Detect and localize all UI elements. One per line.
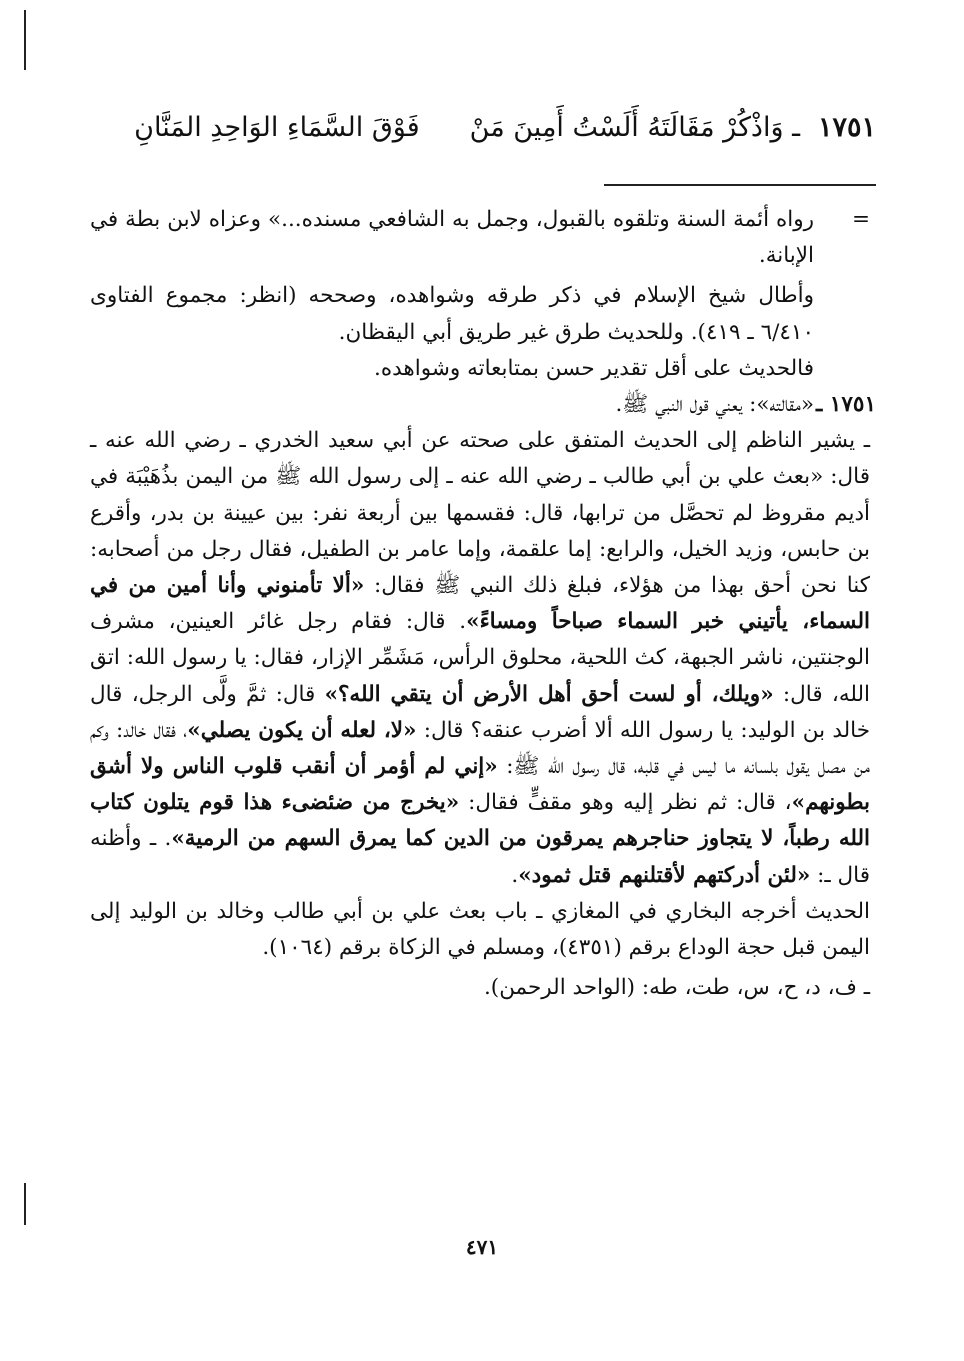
note-head-text: «مقالته»: يعني قول النبي ﷺ. <box>615 392 814 418</box>
variants-paragraph <box>90 970 876 1006</box>
margin-line-top <box>24 10 26 70</box>
paragraph-3: فالحديث على أقل تقدير حسن بمتابعاته وشواهده. <box>374 355 814 381</box>
variants-text: ـ ف، د، ح، س، طت، طه: (الواحد الرحمن). <box>483 975 870 1001</box>
hadith-text-6: . ـ وأظنه قال ـ: <box>90 826 870 888</box>
hadith-quote-1: «ألا تأمنوني وأنا أمين من في السماء، يأتيني خبر السماء صباحاً ومساءً» <box>90 573 870 635</box>
hadith-quote-3: «لا، لعله أن يكون يصلي» <box>187 717 417 743</box>
hadith-text-2: . قال: فقام رجل غائر العينين، مشرف الوجنتين، ناشر الجبهة، كث اللحية، محلوق الرأس، مَشَمِّر الإزار، فقال: يا رسول الله: اتق الله، قال: <box>90 609 870 707</box>
margin-line-bottom <box>24 1183 26 1225</box>
verse-line <box>85 108 876 148</box>
hadith-quote-2: «ويلك، أو لست أحق أهل الأرض أن يتقي الله؟» <box>324 681 774 707</box>
verse-hemistich-2: فَوْقَ السَّمَاءِ الوَاحِدِ المَنَّانِ <box>134 112 420 143</box>
hadith-text-1: ـ يشير الناظم إلى الحديث المتفق على صحته عن أبي سعيد الخدري ـ رضي الله عنه ـ قال: «بعث علي بن أبي طالب ـ رضي الله عنه ـ إلى رسول الله ﷺ من اليمن بذُهَيْبَة في أديم مقروظ لم تحصَّل من ترابها، قال: فقسمها بين أربعة نفر: بين عيينة بن بدر، وأقرع بن حابس، وزيد الخيل، والرابع: إما علقمة، وإما عامر بن الطفيل، فقال رجل من أصحابه: كنا نحن أحق بهذا من هؤلاء، فبلغ ذلك النبي ﷺ فقال: <box>90 428 871 599</box>
paragraph-2: وأطال شيخ الإسلام في ذكر طرقه وشواهده، وصححه (انظر: مجموع الفتاوى ٦/٤١٠ ـ ٤١٩). وللحديث طرق غير طريق أبي اليقظان. <box>90 283 814 345</box>
footnote-separator <box>604 184 876 186</box>
source-paragraph <box>90 894 876 966</box>
hadith-quote-6: «لئن أدركتهم لأقتلنهم قتل ثمود» <box>518 862 811 888</box>
continuation-marker: = <box>851 207 870 232</box>
page-number: ٤٧١ <box>465 1235 499 1259</box>
hadith-text-7: . <box>511 862 519 888</box>
paragraph-3-block <box>90 351 876 387</box>
verse-hemistich-1: ـ وَاذْكُرْ مَقَالَتَهُ أَلَسْتُ أَمِينَ مَنْ <box>469 112 800 143</box>
footnote-continuation <box>90 202 876 274</box>
verse-number: ١٧٥١ <box>817 112 876 143</box>
hadith-text-4: ، فقال خالد: وكم من مصل يقول بلسانه ما ليس في قلبه، قال رسول الله ﷺ: <box>90 717 870 780</box>
hadith-text-3: قال: ثمَّ ولَّى الرجل، قال خالد بن الوليد: يا رسول الله ألا أضرب عنقه؟ قال: <box>90 681 870 743</box>
paragraph-2-block <box>90 278 876 350</box>
hadith-quote-5: «يخرج من ضئضىء هذا قوم يتلون كتاب الله رطباً، لا يتجاوز حناجرهم يمرقون من الدين كما يمرق السهم من الرمية» <box>90 790 870 852</box>
note-1751-head <box>90 387 876 423</box>
paragraph-1: رواه أئمة السنة وتلقوه بالقبول، وجمل به الشافعي مسنده...» وعزاه لابن بطة في الإبانة. <box>90 207 814 269</box>
hadith-paragraph <box>90 423 876 894</box>
footnotes-body <box>90 202 876 1006</box>
note-marker: ١٧٥١ ـ <box>816 392 876 418</box>
hadith-text-5: ، قال: ثم نظر إليه وهو مقفٍّ فقال: <box>459 790 792 816</box>
source-text: الحديث أخرجه البخاري في المغازي ـ باب بعث علي بن أبي طالب وخالد بن الوليد إلى اليمن قبل حجة الوداع برقم (٤٣٥١)، ومسلم في الزكاة برقم (١٠٦٤). <box>90 898 870 961</box>
hadith-quote-4: «إني لم أؤمر أن أنقب قلوب الناس ولا أشق بطونهم» <box>90 754 871 816</box>
